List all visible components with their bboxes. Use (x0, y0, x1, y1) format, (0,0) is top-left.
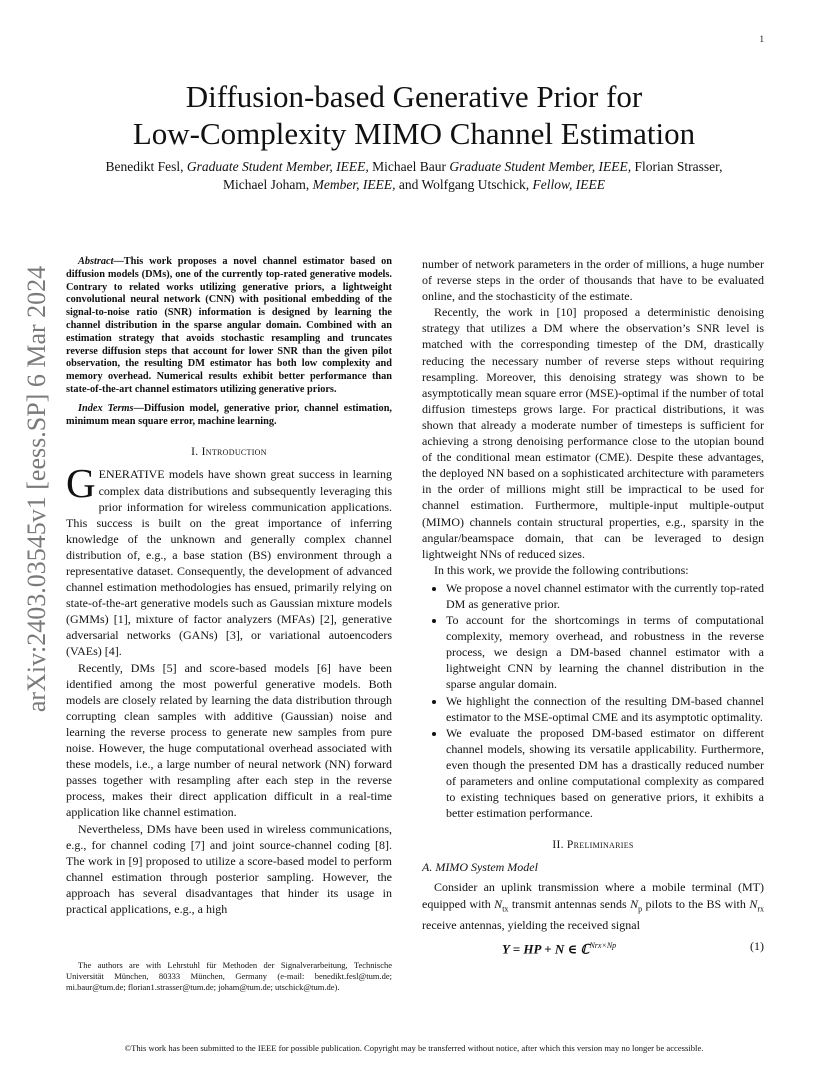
symbol-nrx-sub: rx (757, 903, 764, 913)
symbol-np (630, 897, 642, 911)
equation-number: (1) (750, 939, 764, 954)
intro-paragraph-1-text: ENERATIVE models have shown great success in learning complex data distributions and subsequently leveraging this prior information for wireless communication applications. This success is built on the great importance of inferring knowledge of the unknown and generally complex channel distribution of, e.g., a base station (BS) environment through a representative dataset. Consequently, the development of advanced channel estimation methodologies has ensued, primarily relying on state-of-the-art generative models such as Gaussian mixture models (GMMs) [1], mixture of factor analyzers (MFAs) [2], generative adversarial networks (GANs) [3], or variational autoencoders (VAEs) [4]. (66, 467, 392, 659)
system-model-paragraph (422, 879, 764, 933)
author-baur-role: Graduate Student Member, IEEE, (449, 159, 632, 174)
arxiv-identifier-stamp[interactable] (22, 265, 51, 713)
author-affiliation-footnote: The authors are with Lehrstuhl für Methoden der Signalverarbeitung, Technische Universität München, 80333 München, Germany (e-mail: benedikt.fesl@tum.de; mi.baur@tum.de; florian1.strasser@tum.de; joham@tum.de; utschick@tum.de). (66, 960, 392, 992)
section-heading-preliminaries: II. Preliminaries (552, 839, 634, 852)
list-item: • We highlight the connection of the resulting DM-based channel estimator to the MSE-optimal CME and its asymptotic optimality. (446, 693, 764, 725)
index-terms-text: —Diffusion model, generative prior, channel estimation, minimum mean square error, machine learning. (66, 402, 392, 427)
symbol-nrx-base: N (749, 896, 758, 911)
system-model-text-d: receive antennas, yielding the received signal (422, 918, 640, 933)
symbol-ntx (494, 897, 508, 911)
equation-superscript: Nrx×Np (589, 941, 617, 951)
copyright-notice (0, 1043, 828, 1053)
intro-paragraph-1 (66, 460, 392, 659)
arxiv-identifier-text: arXiv:2403.03545v1 [eess.SP] 6 Mar 2024 (22, 265, 51, 713)
author-joham-role: Member, IEEE, (312, 177, 396, 192)
abstract (66, 256, 392, 397)
left-column (66, 256, 392, 917)
intro-paragraph-5: Recently, the work in [10] proposed a deterministic denoising strategy that utilizes a DM where the observation’s SNR level is matched with the corresponding timestep of the DM, drastically reducing the necessary number of reverse steps without requiring resampling. Moreover, this denoising strategy was shown to be asymptotically mean square error (MSE)-optimal if the number of total diffusion timesteps grows large. For practical distributions, it was shown that already a moderate number of timesteps is sufficient for achieving a strong denoising performance close to the utopian bound of the conditional mean estimator (CME). Despite these advantages, the deployed NN based on a sophisticated architecture with parameters in the order of millions might still be impractical to be used for channel estimation. Furthermore, multiple-input multiple-output (MIMO) channels contain structural properties, e.g., sparsity in the angular/beamspace domain, that can be leveraged to design lightweight NNs of reduced sizes. (422, 305, 764, 561)
author-fesl: Benedikt Fesl, (105, 159, 187, 174)
symbol-ntx-base: N (494, 896, 503, 911)
authors-line-1 (60, 158, 768, 176)
right-column (422, 256, 764, 957)
list-item: • To account for the shortcomings in terms of computational complexity, memory overhead, and robustness in the reverse process, we design a DM-based channel estimator with a lightweight CNN by learning the channel distribution in the sparse angular domain. (446, 612, 764, 692)
index-terms (66, 403, 392, 429)
paper-title (60, 78, 768, 152)
author-utschick-role: Fellow, IEEE (532, 177, 605, 192)
contributions-list (422, 580, 764, 821)
author-joham: Michael Joham, (223, 177, 313, 192)
subsection-heading-system-model: A. MIMO System Model (422, 860, 538, 875)
symbol-np-base: N (630, 896, 639, 911)
author-baur: Michael Baur (368, 159, 450, 174)
title-line-1: Diffusion-based Generative Prior for (185, 79, 643, 114)
abstract-text: —This work proposes a novel channel estimator based on diffusion models (DMs), one of the currently top-rated generative models. Contrary to related works utilizing generative priors, a lightweight convolutional neural network (CNN) with positional embedding of the signal-to-noise ratio (SNR) information is designed by learning the channel distribution in the sparse angular domain. Combined with an estimation strategy that avoids stochastic resampling and truncates reverse diffusion steps that account for lower SNR than the given pilot observation, the resulting DM estimator has both low complexity and memory overhead. Numerical results exhibit better performance than state-of-the-art channel estimators utilizing generative priors. (66, 256, 392, 395)
intro-paragraph-2: Recently, DMs [5] and score-based models [6] have been identified among the most powerful generative models. Both models are closely related by learning the data distribution through corrupting clean samples with additive (Gaussian) noise and learning the reverse process to generate new samples from pure noise. However, the huge computational overhead associated with these models, i.e., a large number of neural network (NN) forward passes together with resampling after each step in the reverse process, makes their direct application difficult in a real-time application like channel estimation. (66, 660, 392, 820)
abstract-label: Abstract (78, 256, 114, 267)
copyright-symbol: © (124, 1043, 132, 1053)
intro-paragraph-4: number of network parameters in the order of millions, a huge number of reverse steps in the order of thousands that have to be evaluated online, and the stochasticity of the estimate. (422, 257, 764, 304)
copyright-text: This work has been submitted to the IEEE for possible publication. Copyright may be transferred without notice, after which this version may no longer be accessible. (131, 1043, 704, 1053)
symbol-np-sub: p (638, 903, 643, 913)
system-model-text-b: transmit antennas sends (508, 896, 631, 911)
intro-paragraph-3: Nevertheless, DMs have been used in wireless communications, e.g., for channel coding [7] and joint source-channel coding [8]. The work in [9] proposed to utilize a score-based model to perform channel estimation through posterior sampling. However, the approach has several disadvantages that hinder its usage in practical applications, e.g., a high (66, 821, 392, 916)
equation-1 (422, 935, 764, 957)
symbol-nrx (749, 897, 764, 911)
author-strasser: Florian Strasser, (631, 159, 723, 174)
intro-paragraph-6: In this work, we provide the following contributions: (434, 562, 689, 577)
index-terms-label: Index Terms (78, 402, 134, 414)
page-number: 1 (759, 34, 764, 44)
author-list (60, 158, 768, 194)
equation-expression (502, 938, 616, 957)
equation-body: Y = HP + N ∈ ℂ (502, 941, 590, 957)
list-item: • We propose a novel channel estimator with the currently top-rated DM as generative prior. (446, 580, 764, 612)
author-fesl-role: Graduate Student Member, IEEE, (186, 159, 369, 174)
title-line-2: Low-Complexity MIMO Channel Estimation (132, 116, 696, 151)
list-item: • We evaluate the proposed DM-based estimator on different channel models, showing its versatile applicability. Furthermore, even though the presented DM has a drastically reduced number of parameters and online computational complexity as compared to existing techniques based on generative priors, it exhibits a better estimation performance. (446, 725, 764, 822)
system-model-text-a: Consider an uplink transmission where a mobile terminal (MT) equipped with (422, 880, 764, 911)
drop-cap: G (66, 460, 96, 507)
system-model-text-c: pilots to the BS with (642, 896, 750, 911)
section-heading-introduction: I. Introduction (191, 446, 267, 459)
symbol-ntx-sub: tx (502, 903, 509, 913)
author-utschick: and Wolfgang Utschick, (395, 177, 533, 192)
authors-line-2 (60, 176, 768, 194)
